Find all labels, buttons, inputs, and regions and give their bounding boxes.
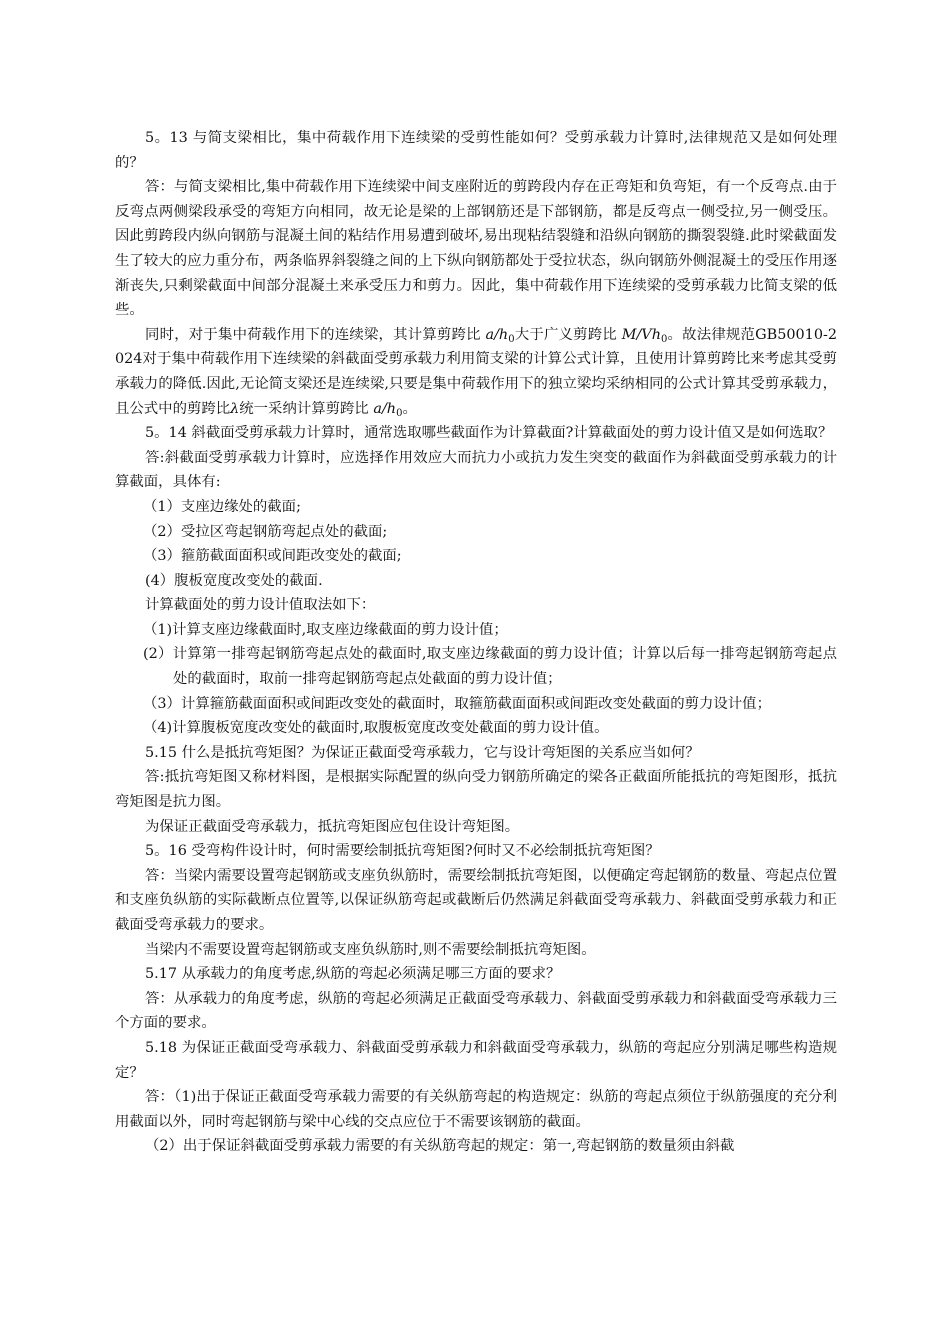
question-5-17: [115, 962, 837, 987]
answer-text: 同时，对于集中荷载作用下的连续梁，其计算剪跨比: [145, 326, 486, 343]
lambda-symbol: λ: [230, 400, 240, 417]
answer-5-16-part2: [115, 938, 837, 963]
list-item: [115, 544, 837, 569]
answer-5-18-part2: [115, 1134, 837, 1159]
list-item: [115, 642, 837, 691]
subscript: 0: [396, 407, 403, 419]
list-item-text: （3）计算箍筋截面面积或间距改变处的截面时，取箍筋截面面积或间距改变处截面的剪力设计值；: [143, 695, 771, 712]
question-text: 5.17 从承载力的角度考虑,纵筋的弯起必须满足哪三方面的要求？: [145, 966, 561, 983]
answer-text: 答：当梁内需要设置弯起钢筋或支座负纵筋时，需要绘制抵抗弯矩图，以便确定弯起钢筋的数量、弯起点位置和支座负纵筋的实际截断点位置等,以保证纵筋弯起或截断后仍然满足斜截面受弯承载力、斜截面受剪承载力和正截面受弯承载力的要求。: [115, 867, 837, 933]
subscript: 0: [508, 333, 515, 345]
question-text: 5.15 什么是抵抗弯矩图？为保证正截面受弯承载力，它与设计弯矩图的关系应当如何？: [145, 744, 700, 761]
list-item-text: （1）支座边缘处的截面;: [143, 498, 301, 515]
question-text: 5.18 为保证正截面受弯承载力、斜截面受剪承载力和斜截面受弯承载力，纵筋的弯起应分别满足哪些构造规定？: [115, 1039, 837, 1081]
question-text: 5。16 受弯构件设计时，何时需要绘制抵抗弯矩图?何时又不必绘制抵抗弯矩图？: [145, 843, 660, 860]
list-item-text: (4）腹板宽度改变处的截面.: [145, 572, 323, 589]
list-item-text: (2）计算第一排弯起钢筋弯起点处的截面时,取支座边缘截面的剪力设计值；计算以后每一排弯起钢筋弯起点处的截面时，取前一排弯起钢筋弯起点处截面的剪力设计值；: [143, 646, 837, 688]
answer-5-14-intro: [115, 446, 837, 495]
question-5-16: [115, 839, 837, 864]
list-item: [115, 569, 837, 594]
answer-text: 答：从承载力的角度考虑，纵筋的弯起必须满足正截面受弯承载力、斜截面受剪承载力和斜截面受弯承载力三个方面的要求。: [115, 990, 837, 1032]
answer-text: 答：与简支梁相比,集中荷载作用下连续梁中间支座附近的剪跨段内存在正弯矩和负弯矩，有一个反弯点.由于反弯点两侧梁段承受的弯矩方向相同，故无论是梁的上部钢筋还是下部钢筋，都是反弯点一侧受拉,另一侧受压。因此剪跨段内纵向钢筋与混凝土间的粘结作用易遭到破坏,易出现粘结裂缝和沿纵向钢筋的撕裂裂缝.此时梁截面发生了较大的应力重分布，两条临界斜裂缝之间的上下纵向钢筋都处于受拉状态，纵向钢筋外侧混凝土的受压作用逐渐丧失,只剩梁截面中间部分混凝土来承受压力和剪力。因此，集中荷载作用下连续梁的受剪承载力比简支梁的低些。: [115, 179, 837, 319]
answer-5-18-part1: [115, 1085, 837, 1134]
answer-5-15-part1: [115, 765, 837, 814]
list-item-text: （2）受拉区弯起钢筋弯起点处的截面;: [143, 523, 388, 540]
generalized-shear-span-ratio: M/Vh: [621, 326, 661, 343]
answer-text: 答:抵抗弯矩图又称材料图，是根据实际配置的纵向受力钢筋所确定的梁各正截面所能抵抗的弯矩图形，抵抗弯矩图是抗力图。: [115, 769, 837, 811]
shear-span-ratio: a/h: [485, 326, 509, 343]
document-body: [115, 126, 837, 1159]
answer-5-13-part2: [115, 323, 837, 421]
answer-5-17: [115, 987, 837, 1036]
question-5-15: [115, 741, 837, 766]
answer-5-13-part1: [115, 175, 837, 323]
list-item-text: （1)计算支座边缘截面时,取支座边缘截面的剪力设计值；: [143, 621, 508, 638]
answer-text: 。: [402, 400, 417, 417]
answer-text: 计算截面处的剪力设计值取法如下：: [145, 597, 376, 614]
answer-5-14-method-intro: [115, 593, 837, 618]
question-text: 5。13 与简支梁相比，集中荷载作用下连续梁的受剪性能如何？受剪承载力计算时,法律规范又是如何处理的？: [115, 130, 837, 171]
shear-span-ratio: a/h: [373, 400, 397, 417]
list-item: [115, 495, 837, 520]
list-item: [115, 716, 837, 741]
question-5-14: [115, 421, 837, 446]
answer-5-16-part1: [115, 864, 837, 938]
answer-text: 为保证正截面受弯承载力，抵抗弯矩图应包住设计弯矩图。: [145, 818, 520, 835]
question-5-13: [115, 126, 837, 175]
answer-text: 。故法律规范GB50010-2024对于集中荷载作用下连续梁的斜截面受剪承载力利用简支梁的计算公式计算，且使用计算剪跨比来考虑其受剪承载力的降低.因此,无论简支梁还是连续梁,只要是集中荷载作用下的独立梁均采纳相同的公式计算其受剪承载力，且公式中的剪跨比: [115, 326, 837, 417]
answer-text: 答：（1)出于保证正截面受弯承载力需要的有关纵筋弯起的构造规定：纵筋的弯起点须位于纵筋强度的充分利用截面以外，同时弯起钢筋与梁中心线的交点应位于不需要该钢筋的截面。: [115, 1089, 837, 1130]
subscript: 0: [660, 333, 668, 345]
answer-5-15-part2: [115, 815, 837, 840]
answer-text: 统一采纳计算剪跨比: [239, 400, 374, 417]
question-text: 5。14 斜截面受剪承载力计算时，通常选取哪些截面作为计算截面?计算截面处的剪力设计值又是如何选取？: [145, 425, 833, 442]
list-item: [115, 618, 837, 643]
answer-text: （2）出于保证斜截面受剪承载力需要的有关纵筋弯起的规定：第一,弯起钢筋的数量须由斜截: [145, 1138, 735, 1155]
list-item-text: （4)计算腹板宽度改变处的截面时,取腹板宽度改变处截面的剪力设计值。: [143, 720, 609, 737]
list-item: [115, 520, 837, 545]
list-item: [115, 692, 837, 717]
answer-text: 大于广义剪跨比: [514, 326, 622, 343]
question-5-18: [115, 1036, 837, 1085]
list-item-text: （3）箍筋截面面积或间距改变处的截面;: [143, 548, 402, 565]
answer-text: 答:斜截面受剪承载力计算时，应选择作用效应大而抗力小或抗力发生突变的截面作为斜截面受剪承载力的计算截面，具体有:: [115, 449, 837, 491]
answer-text: 当梁内不需要设置弯起钢筋或支座负纵筋时,则不需要绘制抵抗弯矩图。: [145, 941, 596, 958]
